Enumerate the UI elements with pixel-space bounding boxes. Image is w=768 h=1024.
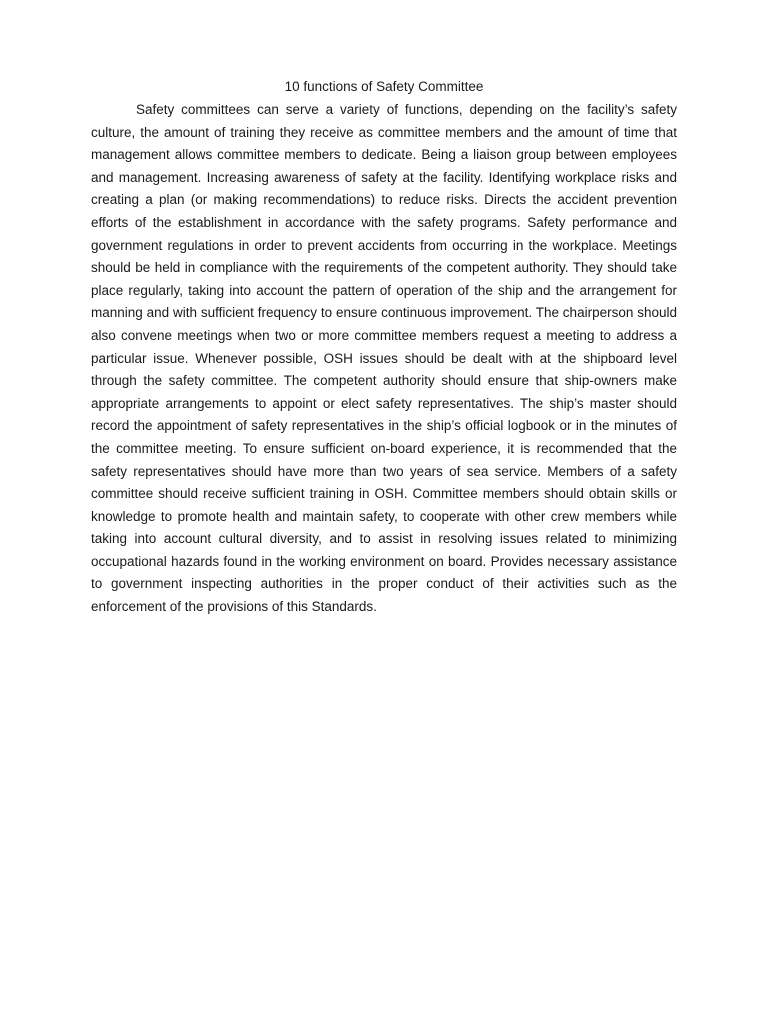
document-title: 10 functions of Safety Committee <box>284 79 484 94</box>
document-body-paragraph: Safety committees can serve a variety of functions, depending on the facility’s safety culture, the amount of training they receive as committee members and the amount of time that management allows committee members to dedicate. Being a liaison group between employees and management. Increasing awareness of safety at the facility. Identifying workplace risks and creating a plan (or making recommendations) to reduce risks. Directs the accident prevention efforts of the establishment in accordance with the safety programs. Safety performance and government regulations in order to prevent accidents from occurring in the workplace. Meetings should be held in compliance with the requirements of the competent authority. They should take place regularly, taking into account the pattern of operation of the ship and the arrangement for manning and with sufficient frequency to ensure continuous improvement. The chairperson should also convene meetings when two or more committee members request a meeting to address a particular issue. Whenever possible, OSH issues should be dealt with at the shipboard level through the safety committee. The competent authority should ensure that ship-owners make appropriate arrangements to appoint or elect safety representatives. The ship’s master should record the appointment of safety representatives in the ship’s official logbook or in the minutes of the committee meeting. To ensure sufficient on-board experience, it is recommended that the safety representatives should have more than two years of sea service. Members of a safety committee should receive sufficient training in OSH. Committee members should obtain skills or knowledge to promote health and maintain safety, to cooperate with other crew members while taking into account cultural diversity, and to assist in resolving issues related to minimizing occupational hazards found in the working environment on board. Provides necessary assistance to government inspecting authorities in the proper conduct of their activities such as the enforcement of the provisions of this Standards. <box>91 102 677 615</box>
